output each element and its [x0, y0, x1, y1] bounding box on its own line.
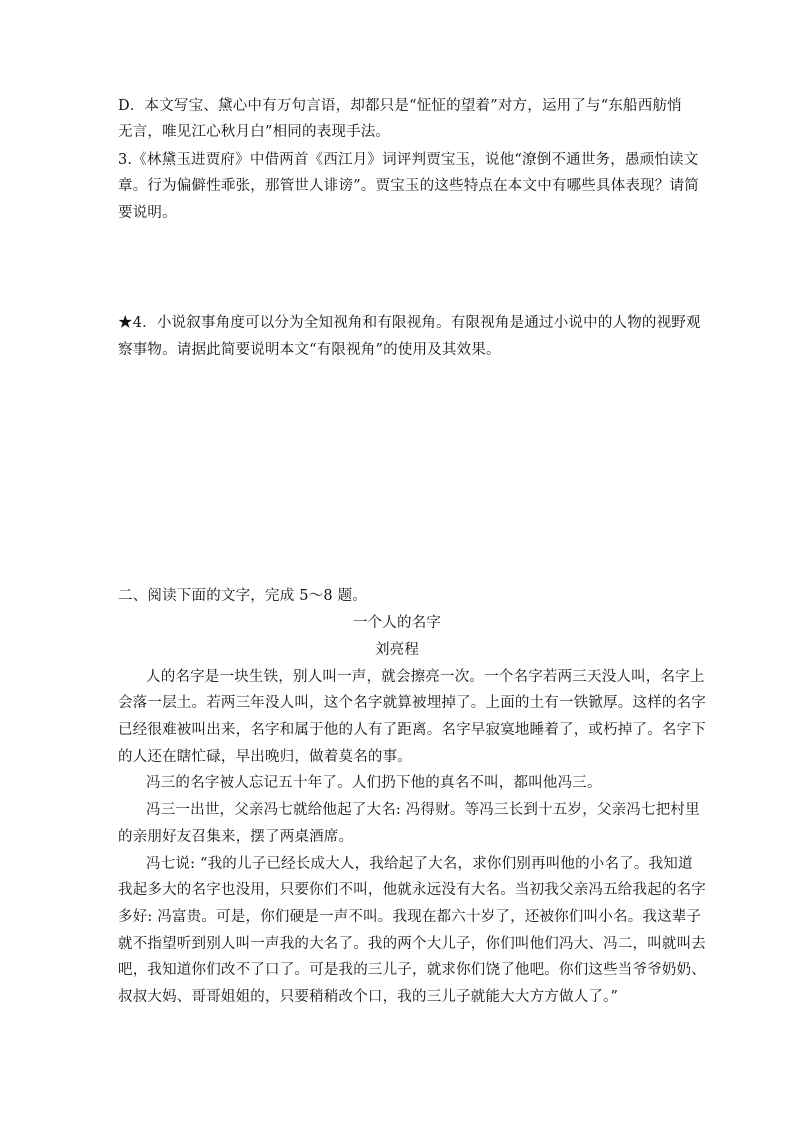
paragraph-4-line-5: 吧，我知道你们改不了口了。可是我的三儿子，就求你们饶了他吧。你们这些当爷爷奶奶、 — [118, 962, 706, 978]
paragraph-1-line-3: 已经很难被叫出来，名字和属于他的人有了距离。名字早寂寞地睡着了，或朽掉了。名字下 — [118, 722, 706, 738]
question-4-line-2: 察事物。请据此简要说明本文“有限视角”的使用及其效果。 — [118, 342, 501, 358]
paragraph-3-line-1: 冯三一出世，父亲冯七就给他起了大名: 冯得财。等冯三长到十五岁，父亲冯七把村里 — [146, 802, 700, 818]
paragraph-1-line-1: 人的名字是一块生铁，别人叫一声，就会擦亮一次。一个名字若两三天没人叫，名字上 — [146, 669, 705, 685]
paragraph-3-line-2: 的亲朋好友召集来，摆了两桌酒席。 — [118, 829, 354, 845]
paragraph-4-line-4: 就不指望听到别人叫一声我的大名了。我的两个大儿子，你们叫他们冯大、冯二，叫就叫去 — [118, 936, 706, 952]
question-3-line-1: 3.《林黛玉进贾府》中借两首《西江月》词评判贾宝玉，说他“潦倒不通世务，愚顽怕读文 — [118, 152, 699, 168]
paragraph-4-line-3: 多好: 冯富贵。可是，你们硬是一声不叫。我现在都六十岁了，还被你们叫小名。我这辈子 — [118, 909, 702, 925]
paragraph-2-line-1: 冯三的名字被人忘记五十年了。人们扔下他的真名不叫，都叫他冯三。 — [146, 775, 602, 791]
article-title: 一个人的名字 — [352, 615, 442, 631]
section-two-heading: 二、阅读下面的文字，完成 5～8 题。 — [118, 588, 367, 604]
option-d-line-2: 无言，唯见江心秋月白”相同的表现手法。 — [118, 124, 391, 140]
paragraph-4-line-2: 我起多大的名字也没用，只要你们不叫，他就永远没有大名。当初我父亲冯五给我起的名字 — [118, 882, 706, 898]
question-4-line-1: ★4．小说叙事角度可以分为全知视角和有限视角。有限视角是通过小说中的人物的视野观 — [118, 315, 701, 331]
option-d-line-1: D．本文写宝、黛心中有万句言语，却都只是“怔怔的望着”对方，运用了与“东船西舫悄 — [118, 98, 682, 114]
paragraph-4-line-1: 冯七说: “我的儿子已经长成大人，我给起了大名，求你们别再叫他的小名了。我知道 — [146, 856, 693, 872]
question-3-line-3: 要说明。 — [118, 205, 177, 221]
paragraph-4-line-6: 叔叔大妈、哥哥姐姐的，只要稍稍改个口，我的三儿子就能大大方方做人了。” — [118, 989, 619, 1005]
question-3-line-2: 章。行为偏僻性乖张，那管世人诽谤”。贾宝玉的这些特点在本文中有哪些具体表现？请简 — [118, 178, 699, 194]
paragraph-1-line-4: 的人还在瞎忙碌，早出晚归，做着莫名的事。 — [118, 749, 412, 765]
article-author: 刘亮程 — [374, 642, 420, 658]
paragraph-1-line-2: 会落一层土。若两三年没人叫，这个名字就算被埋掉了。上面的土有一铁锨厚。这样的名字 — [118, 695, 706, 711]
